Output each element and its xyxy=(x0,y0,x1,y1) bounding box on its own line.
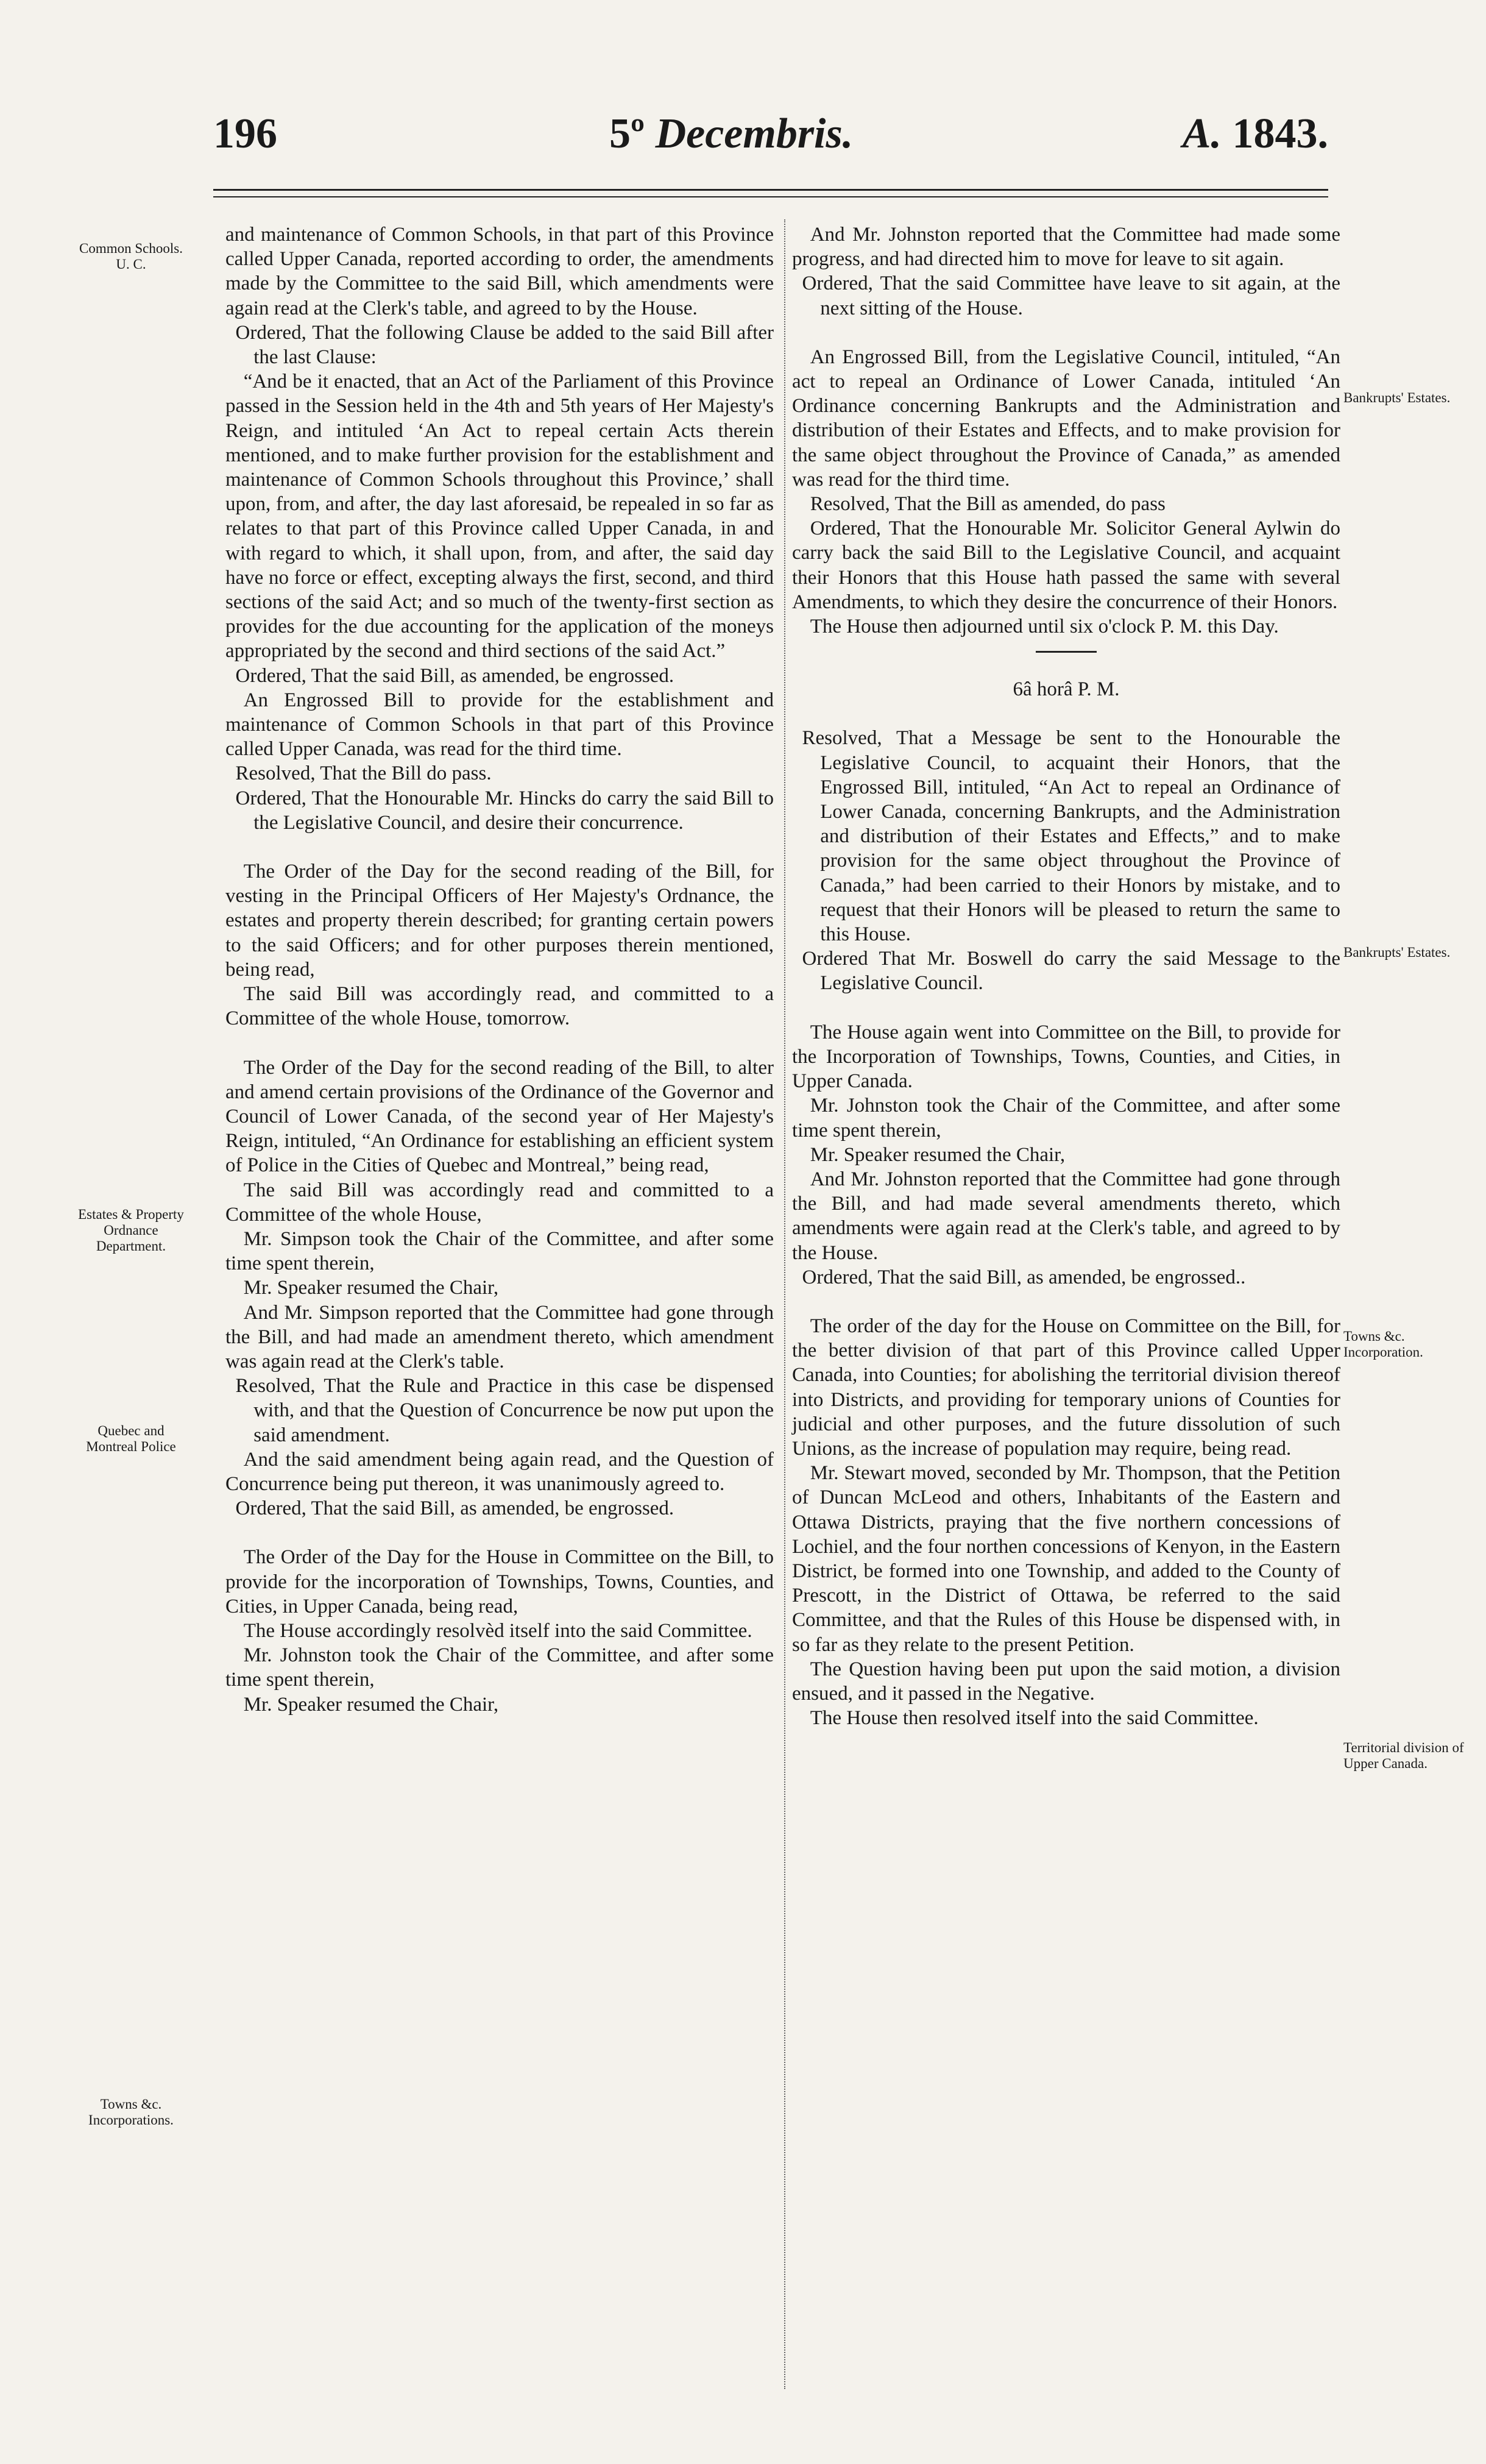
section-rule xyxy=(1036,651,1097,653)
paragraph: The House then resolved itself into the said Committee. xyxy=(810,1707,1259,1730)
paragraph: And Mr. Simpson reported that the Committee had gone through the Bill, and had made an amendment thereto, which amendment was again read at the Clerk's table. xyxy=(225,1301,774,1372)
margin-note-quebec: Quebec and Montreal Police xyxy=(86,1423,176,1454)
page-number: 196 xyxy=(213,110,277,157)
paragraph: The House again went into Committee on the Bill, to provide for the Incorporation of Townships, Towns, Counties, and Cities, in Upper Canada. xyxy=(792,1021,1340,1093)
date-prefix: 5º xyxy=(609,110,645,157)
margin-note-bankrupts-2: Bankrupts' Estates. xyxy=(1343,945,1451,960)
session-heading: 6â horâ P. M. xyxy=(1013,678,1120,701)
margin-note-towns-right: Towns &c. Incorporation. xyxy=(1343,1329,1423,1360)
paragraph: Ordered, That the Honourable Mr. Hincks do carry the said Bill to the Legislative Council, and desire their concurrence. xyxy=(235,787,774,834)
paragraph: The said Bill was accordingly read and committed to a Committee of the whole House, xyxy=(225,1179,774,1226)
paragraph: Ordered, That the following Clause be added to the said Bill after the last Clause: xyxy=(235,321,774,369)
paragraph: And the said amendment being again read, and the Question of Concurrence being put thereon, it was unanimously agreed to. xyxy=(225,1448,774,1495)
left-column xyxy=(225,222,774,1717)
paragraph: The Order of the Day for the second reading of the Bill, to alter and amend certain provisions of the Ordinance of the Governor and Council of Lower Canada, of the second year of Her Majesty's Reign, intituled, “An Ordinance for establishing an efficient system of Police in the Cities of Quebec and Montreal,” being read, xyxy=(225,1056,774,1177)
paragraph: Ordered, That the said Bill, as amended, be engrossed. xyxy=(235,1497,674,1520)
paragraph: The order of the day for the House on Committee on the Bill, for the better division of that part of this Province called Upper Canada, into Counties; for abolishing the territorial division thereof into Districts, and providing for temporary unions of Counties for judicial and other purposes, and the future dissolution of such Unions, as the increase of population may require, being read. xyxy=(792,1315,1340,1460)
page-header xyxy=(213,110,1328,177)
paragraph: Mr. Speaker resumed the Chair, xyxy=(243,1277,499,1299)
paragraph: Mr. Johnston took the Chair of the Committee, and after some time spent therein, xyxy=(792,1095,1340,1141)
year-value: 1843. xyxy=(1232,110,1328,157)
paragraph: Mr. Speaker resumed the Chair, xyxy=(810,1143,1066,1166)
margin-note-estates: Estates & Property Ordnance Department. xyxy=(78,1207,184,1254)
paragraph: “And be it enacted, that an Act of the Parliament of this Province passed in the Session held in the 4th and 5th years of Her Majesty's Reign, and intituled ‘An Act to repeal certain Acts therein mentioned, and to make further provision for the establishment and maintenance of Common Schools throughout this Province,’ shall upon, from, and after, the day last aforesaid, be repealed in so far as relates to that part of this Province called Upper Canada, in and with regard to which, it shall upon, from, and after, the said day have no force or effect, excepting always the first, second, and third sections of the said Act; and so much of the twenty-first section as provides for the due accounting for the application of the moneys appropriated by the second and third sections of the said Act.” xyxy=(225,371,774,662)
paragraph: and maintenance of Common Schools, in that part of this Province called Upper Canada, reported according to order, the amendments made by the Committee to the said Bill, which amendments were again read at the Clerk's table, and agreed to by the House. xyxy=(225,224,774,319)
page-year xyxy=(1183,110,1328,158)
margin-note-towns-left: Towns &c. Incorporations. xyxy=(88,2097,174,2128)
right-column xyxy=(792,222,1340,1730)
paragraph: Resolved, That the Bill as amended, do pass xyxy=(810,493,1166,516)
year-prefix: A. xyxy=(1182,110,1222,157)
paragraph: The Order of the Day for the second reading of the Bill, for vesting in the Principal Officers of Her Majesty's Ordnance, the estates and property therein described; for granting certain powers to the said Officers; and for other purposes therein mentioned, being read, xyxy=(225,861,774,981)
margin-note-common-schools: Common Schools. U. C. xyxy=(79,241,183,272)
paragraph: Mr. Johnston took the Chair of the Committee, and after some time spent therein, xyxy=(225,1644,774,1691)
paragraph: Resolved, That the Bill do pass. xyxy=(235,762,492,785)
paragraph: Mr. Speaker resumed the Chair, xyxy=(243,1693,499,1716)
paragraph: Ordered That Mr. Boswell do carry the said Message to the Legislative Council. xyxy=(802,948,1340,995)
paragraph: Ordered, That the Honourable Mr. Solicitor General Aylwin do carry back the said Bill to the Legislative Council, and acquaint their Honors that this House hath passed the same with several Amendments, to which they desire the concurrence of their Honors. xyxy=(792,517,1340,613)
paragraph: The Question having been put upon the said motion, a division ensued, and it passed in the Negative. xyxy=(792,1658,1340,1705)
page-date xyxy=(609,110,853,158)
paragraph: Resolved, That the Rule and Practice in this case be dispensed with, and that the Question of Concurrence be now put upon the said amendment. xyxy=(235,1375,774,1446)
paragraph: The said Bill was accordingly read, and committed to a Committee of the whole House, tomorrow. xyxy=(225,983,774,1030)
paragraph: The Order of the Day for the House in Committee on the Bill, to provide for the incorporation of Townships, Towns, Counties, and Cities, in Upper Canada, being read, xyxy=(225,1546,774,1617)
paragraph: Ordered, That the said Bill, as amended, be engrossed. xyxy=(235,664,674,687)
paragraph: An Engrossed Bill, from the Legislative Council, intituled, “An act to repeal an Ordinance of Lower Canada, intituled ‘An Ordinance concerning Bankrupts and the Administration and distribution of their Estates and Effects, and to make provision for the same object throughout the Province of Canada,” as amended was read for the third time. xyxy=(792,346,1340,491)
paragraph: The House accordingly resolvèd itself into the said Committee. xyxy=(243,1619,752,1642)
header-rule xyxy=(213,189,1328,191)
paragraph: The House then adjourned until six o'clock P. M. this Day. xyxy=(810,616,1279,638)
margin-note-bankrupts-1: Bankrupts' Estates. xyxy=(1343,390,1451,405)
paragraph: An Engrossed Bill to provide for the establishment and maintenance of Common Schools in that part of this Province called Upper Canada, was read for the third time. xyxy=(225,689,774,761)
date-word: Decembris. xyxy=(655,110,854,157)
paragraph: Resolved, That a Message be sent to the Honourable the Legislative Council, to acquaint their Honors, that the Engrossed Bill, intituled, “An Act to repeal an Ordinance of Lower Canada, concerning Bankrupts, and the Administration and distribution of their Estates and Effects,” and to make provision for the same object throughout the Province of Canada,” had been carried to their Honors by mistake, and to request that their Honors will be pleased to return the same to this House. xyxy=(802,727,1340,946)
paragraph: Mr. Stewart moved, seconded by Mr. Thompson, that the Petition of Duncan McLeod and others, Inhabitants of the Eastern and Ottawa Districts, praying that the five northern concessions of Lochiel, and the four northen concessions of Kenyon, in the Eastern District, be formed into one Township, and added to the County of Prescott, in the District of Ottawa, be referred to the said Committee, and that the Rules of this House be dispensed with, in so far as they relate to the present Petition. xyxy=(792,1462,1340,1656)
paragraph: Mr. Simpson took the Chair of the Committee, and after some time spent therein, xyxy=(225,1227,774,1275)
paragraph: And Mr. Johnston reported that the Committee had made some progress, and had directed him to move for leave to sit again. xyxy=(792,224,1340,271)
header-rule-secondary xyxy=(213,196,1328,197)
paragraph: Ordered, That the said Committee have leave to sit again, at the next sitting of the House. xyxy=(802,272,1340,319)
paragraph: Ordered, That the said Bill, as amended, be engrossed.. xyxy=(802,1266,1246,1288)
paragraph: And Mr. Johnston reported that the Committee had gone through the Bill, and had made several amendments thereto, which amendments were again read at the Clerk's table, and agreed to by the House. xyxy=(792,1168,1340,1264)
margin-note-territorial: Territorial division of Upper Canada. xyxy=(1343,1740,1464,1771)
column-divider xyxy=(784,219,785,2389)
